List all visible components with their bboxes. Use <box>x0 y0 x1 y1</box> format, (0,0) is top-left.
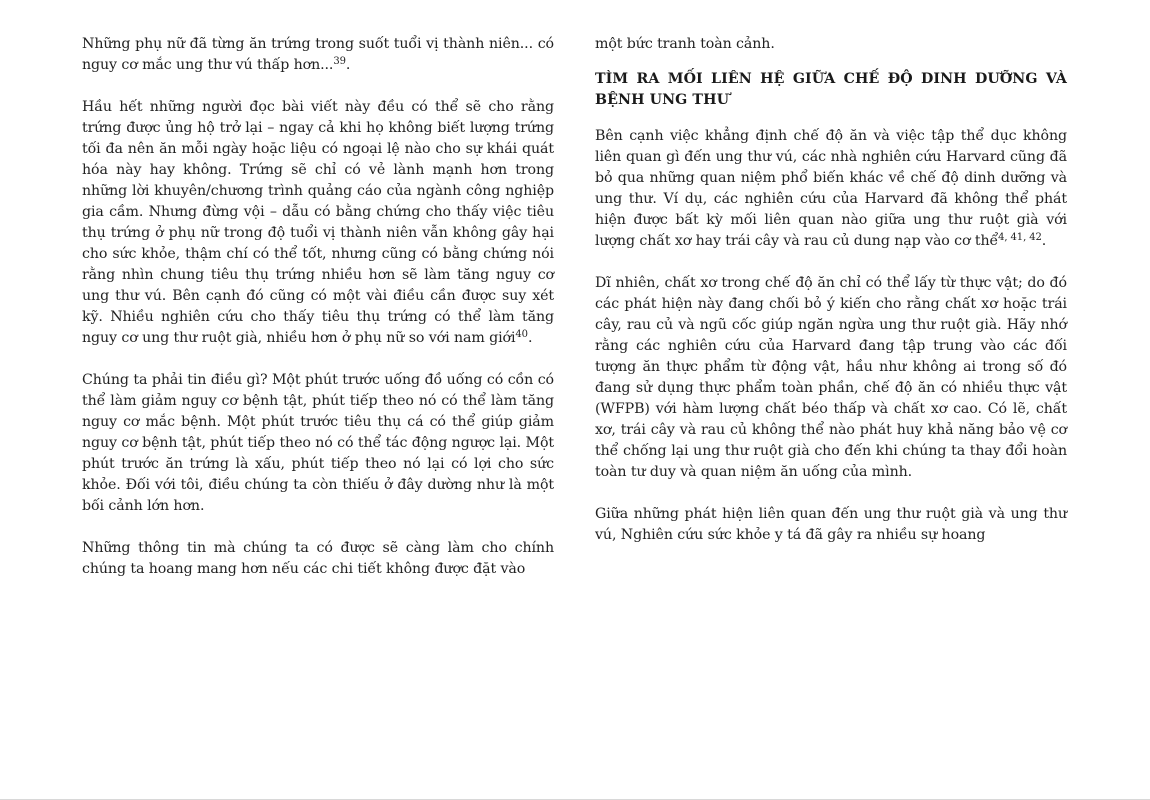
paragraph-what-to-believe: Chúng ta phải tin điều gì? Một phút trước uống đồ uống có cồn có thể làm giảm nguy cơ bệnh tật, phút tiếp theo nó có thể làm tăng nguy cơ mắc bệnh. Một phút trước tiêu thụ cá có thể giúp giảm nguy cơ bệnh tật, phút tiếp theo nó có thể tác động ngược lại. Một phút trước ăn trứng là xấu, phút tiếp theo nó lại có lợi cho sức khỏe. Đối với tôi, điều chúng ta còn thiếu ở đây dường như là một bối cảnh lớn hơn. <box>82 372 554 514</box>
paragraph-text: Những phụ nữ đã từng ăn trứng trong suốt tuổi vị thành niên... có nguy cơ mắc ung thư vú thấp hơn... <box>82 36 554 73</box>
right-column <box>595 34 1067 567</box>
paragraph-fiber-plants: Dĩ nhiên, chất xơ trong chế độ ăn chỉ có thể lấy từ thực vật; do đó các phát hiện này đang chối bỏ ý kiến cho rằng chất xơ hoặc trái cây, rau củ và ngũ cốc giúp ngăn ngừa ung thư ruột già. Hãy nhớ rằng các nghiên cứu của Harvard đang tập trung vào các đối tượng ăn thực phẩm từ động vật, hầu như không ai trong số đó đang sử dụng thực phẩm toàn phần, chế độ ăn có nhiều thực vật (WFPB) với hàm lượng chất béo thấp và chất xơ cao. Có lẽ, chất xơ, trái cây và rau củ không thể nào phát huy khả năng bảo vệ cơ thể chống lại ung thư ruột già cho đến khi chúng ta thay đổi hoàn toàn tư duy và quan niệm ăn uống của mình. <box>595 275 1067 480</box>
citation-ref: 4, 41, 42 <box>998 232 1042 243</box>
paragraph-end: . <box>1041 233 1047 249</box>
paragraph-harvard-research <box>595 126 1067 252</box>
section-heading: TÌM RA MỐI LIÊN HỆ GIỮA CHẾ ĐỘ DINH DƯỠNG VÀ BỆNH UNG THƯ <box>595 71 1067 108</box>
paragraph-egg-adolescence <box>82 34 554 76</box>
paragraph-text: Bên cạnh việc khẳng định chế độ ăn và việc tập thể dục không liên quan gì đến ung thư vú, các nhà nghiên cứu Harvard cũng đã bỏ qua những quan niệm phổ biến khác về chế độ dinh dưỡng và ung thư. Ví dụ, các nghiên cứu của Harvard đã không thể phát hiện được bất kỳ mối liên quan nào giữa ung thư ruột già với lượng chất xơ hay trái cây và rau củ dung nạp vào cơ thể <box>595 128 1067 249</box>
paragraph-end: . <box>345 57 351 73</box>
paragraph-colon-breast-cancer: Giữa những phát hiện liên quan đến ung thư ruột già và ung thư vú, Nghiên cứu sức khỏe y tá đã gây ra nhiều sự hoang <box>595 506 1067 543</box>
paragraph-continuation: một bức tranh toàn cảnh. <box>595 36 775 52</box>
left-column <box>82 34 554 601</box>
paragraph-egg-support <box>82 97 554 349</box>
citation-ref: 39 <box>333 56 346 67</box>
paragraph-end: . <box>527 330 533 346</box>
paragraph-text: Hầu hết những người đọc bài viết này đều có thể sẽ cho rằng trứng được ủng hộ trở lại – ngay cả khi họ không biết lượng trứng tối đa nên ăn mỗi ngày hoặc liệu có ngoại lệ nào cho sự khái quát hóa này hay không. Trứng sẽ chỉ có vẻ lành mạnh hơn trong những lời khuyên/chương trình quảng cáo của ngành công nghiệp gia cầm. Nhưng đừng vội – dẫu có bằng chứng cho thấy việc tiêu thụ trứng ở phụ nữ trong độ tuổi vị thành niên vẫn không gây hại cho sức khỏe, thậm chí có thể tốt, nhưng cũng có bằng chứng nói rằng nhìn chung tiêu thụ trứng nhiều hơn sẽ làm tăng nguy cơ ung thư vú. Bên cạnh đó cũng có một vài điều cần được suy xét kỹ. Nhiều nghiên cứu cho thấy tiêu thụ trứng có thể làm tăng nguy cơ ung thư ruột già, nhiều hơn ở phụ nữ so với nam giới <box>82 99 554 346</box>
paragraph-information-confusion: Những thông tin mà chúng ta có được sẽ càng làm cho chính chúng ta hoang mang hơn nếu các chi tiết không được đặt vào <box>82 540 554 577</box>
citation-ref: 40 <box>515 329 528 340</box>
